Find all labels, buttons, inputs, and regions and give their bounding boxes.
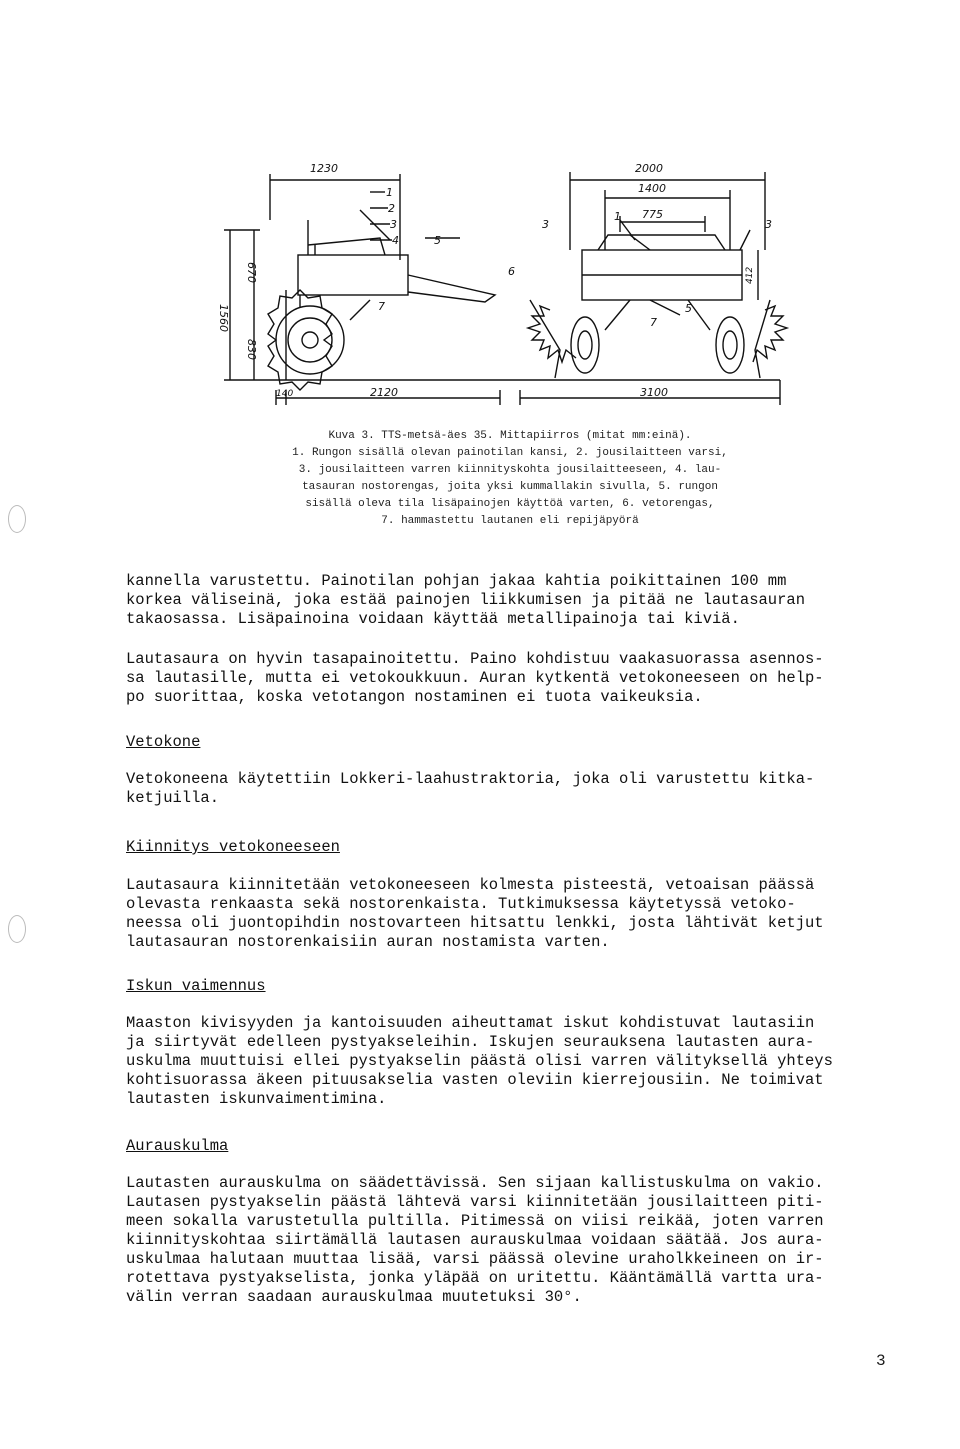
callout-number: 1 — [614, 210, 621, 223]
text-line: kohtisuorassa äkeen pituusakselia vasten oleviin kierrejousiin. Ne toimivat — [126, 1071, 824, 1089]
text-line: sa lautasille, mutta ei vetokoukkuun. Auran kytkentä vetokoneeseen on help- — [126, 669, 824, 687]
paragraph — [126, 770, 896, 808]
text-line: Vetokoneena käytettiin Lokkeri-laahustraktoria, joka oli varustettu kitka- — [126, 770, 815, 788]
dimension-label: 140 — [276, 389, 294, 399]
punch-hole-mark — [8, 915, 26, 943]
caption-line: tasauran nostorengas, joita yksi kummallakin sivulla, 5. rungon — [302, 481, 718, 493]
dimension-label: 2000 — [635, 162, 663, 175]
text-line: neessa oli juontopihdin nostovarteen hitsattu lenkki, josta lähtivät ketjut — [126, 914, 824, 932]
text-line: korkea väliseinä, joka estää painojen liikkumisen ja pitää ne lautasauran — [126, 591, 806, 609]
callout-number: 2 — [388, 202, 395, 215]
paragraph — [126, 1174, 896, 1307]
text-line: ja siirtyvät edelleen pystyakseleihin. Iskujen seurauksena lautasten aura- — [126, 1033, 815, 1051]
dimension-label: 830 — [245, 339, 258, 360]
text-line: Lautasaura on hyvin tasapainoitettu. Paino kohdistuu vaakasuorassa asennos- — [126, 650, 824, 668]
text-line: Maaston kivisyyden ja kantoisuuden aiheuttamat iskut kohdistuvat lautasiin — [126, 1014, 815, 1032]
callout-number: 1 — [386, 186, 393, 199]
dimension-label: 3100 — [640, 386, 668, 399]
callout-number: 5 — [434, 234, 441, 247]
caption-line: 7. hammastettu lautanen eli repijäpyörä — [381, 515, 639, 527]
text-line: kannella varustettu. Painotilan pohjan jakaa kahtia poikittainen 100 mm — [126, 572, 787, 590]
text-line: meen sokalla varustetulla pultilla. Pitimessä on viisi reikää, joten varren — [126, 1212, 824, 1230]
paragraph — [126, 876, 896, 952]
section-heading: Iskun vaimennus — [126, 977, 266, 995]
text-line: uskulma muuttuisi ellei pystyakselin päästä olisi varren välityksellä yhteys — [126, 1052, 833, 1070]
text-line: lautasauran nostorenkaisiin auran nostamista varten. — [126, 933, 610, 951]
paragraph — [126, 1014, 896, 1109]
text-line: Lautasten aurauskulma on säädettävissä. Sen sijaan kallistuskulma on vakio. — [126, 1174, 824, 1192]
callout-number: 6 — [508, 265, 515, 278]
dimension-label: 1400 — [638, 182, 666, 195]
text-line: lautasten iskunvaimentimina. — [126, 1090, 387, 1108]
caption-line: sisällä oleva tila lisäpainojen käyttöä varten, 6. vetorengas, — [305, 498, 715, 510]
text-line: olevasta renkaasta sekä nostorenkaista. Tutkimuksessa käytetyssä vetoko- — [126, 895, 796, 913]
callout-number: 3 — [765, 218, 772, 231]
dimension-label: 1560 — [217, 304, 230, 332]
section-heading: Vetokone — [126, 733, 201, 751]
text-line: takaosassa. Lisäpainoina voidaan käyttää metallipainoja tai kiviä. — [126, 610, 740, 628]
figure-caption — [250, 428, 770, 530]
section-heading: Kiinnitys vetokoneeseen — [126, 838, 340, 856]
technical-drawing — [210, 150, 790, 410]
dimension-label: 775 — [642, 208, 663, 221]
caption-line: Kuva 3. TTS-metsä-äes 35. Mittapiirros (mitat mm:einä). — [328, 430, 692, 442]
text-line: po suorittaa, koska vetotangon nostaminen ei tuota vaikeuksia. — [126, 688, 703, 706]
section-heading: Aurauskulma — [126, 1137, 229, 1155]
text-line: ketjuilla. — [126, 789, 220, 807]
text-line: Lautasaura kiinnitetään vetokoneeseen kolmesta pisteestä, vetoaisan päässä — [126, 876, 815, 894]
caption-line: 1. Rungon sisällä olevan painotilan kansi, 2. jousilaitteen varsi, — [292, 447, 728, 459]
punch-hole-mark — [8, 505, 26, 533]
text-line: Lautasen pystyakselin päästä lähtevä varsi kiinnitetään jousilaitteen piti- — [126, 1193, 824, 1211]
paragraph — [126, 572, 896, 629]
text-line: kiinnityskohtaa siirtämällä lautasen aurauskulmaa voidaan säätää. Jos aura- — [126, 1231, 824, 1249]
callout-number: 3 — [390, 218, 397, 231]
callout-number: 3 — [542, 218, 549, 231]
text-line: välin verran saadaan aurauskulmaa muutetuksi 30°. — [126, 1288, 582, 1306]
dimension-label: 412 — [745, 266, 755, 284]
callout-number: 7 — [378, 300, 385, 313]
text-line: uskulmaa halutaan muuttaa lisää, varsi päässä olevine uraholkkeineen on ir- — [126, 1250, 824, 1268]
caption-line: 3. jousilaitteen varren kiinnityskohta jousilaitteeseen, 4. lau- — [298, 464, 722, 476]
dimension-label: 2120 — [370, 386, 398, 399]
callout-number: 5 — [685, 302, 692, 315]
text-line: rotettava pystyakselista, jonka yläpää on uritettu. Kääntämällä vartta ura- — [126, 1269, 824, 1287]
callout-number: 4 — [392, 234, 399, 247]
paragraph — [126, 650, 896, 707]
page-number: 3 — [876, 1352, 886, 1370]
callout-number: 7 — [650, 316, 657, 329]
dimension-label: 670 — [245, 262, 258, 283]
dimension-label: 1230 — [310, 162, 338, 175]
